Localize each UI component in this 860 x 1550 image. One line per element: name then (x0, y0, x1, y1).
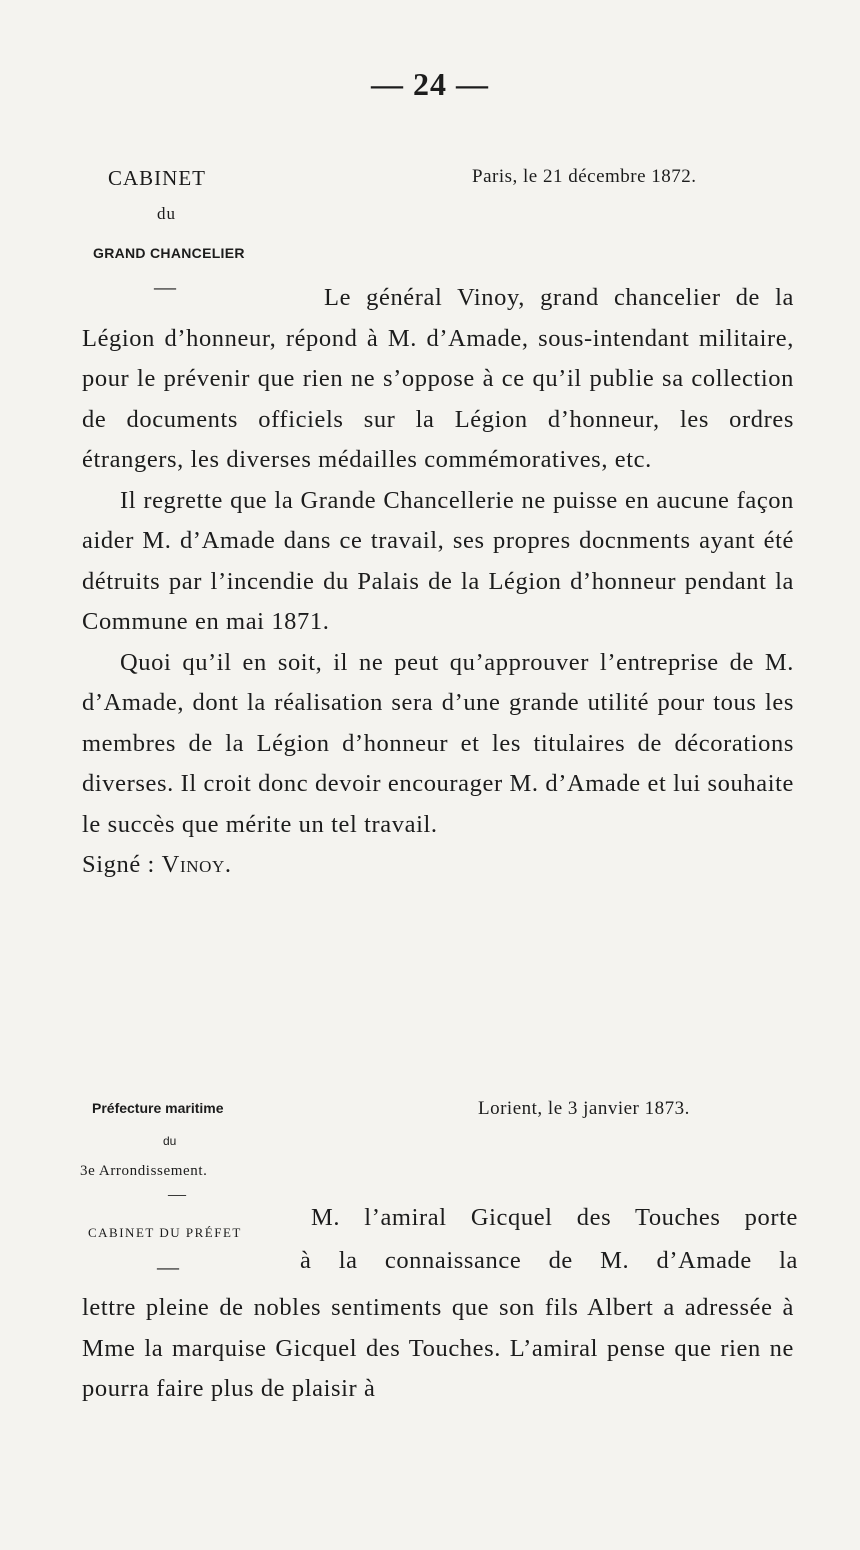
header2-du: du (163, 1134, 177, 1148)
header-cabinet: CABINET (108, 166, 206, 190)
letter1-signature (82, 845, 794, 886)
header-grand-chancelier: GRAND CHANCELIER (93, 245, 245, 261)
header-prefecture-maritime: Préfecture maritime (92, 1100, 224, 1116)
letter2-date: Lorient, le 3 janvier 1873. (478, 1098, 690, 1119)
letter2-line-1: M. l’amiral Gicquel des Touches porte (311, 1204, 798, 1231)
letter2-paragraph: lettre pleine de nobles sentiments que son fils Albert a adressée à Mme la marquise Gicquel des Touches. L’amiral pense que rien ne pourra faire plus de plaisir à (82, 1294, 794, 1402)
letter2-body (82, 1288, 794, 1410)
letter1-body (82, 278, 794, 886)
letter2-line-2: à la connaissance de M. d’Amade la (300, 1247, 798, 1274)
header-arrondissement: 3e Arrondissement. (80, 1163, 208, 1179)
letter1-paragraph-3: Quoi qu’il en soit, il ne peut qu’approuver l’entreprise de M. d’Amade, dont la réalisation sera d’une grande utilité pour tous les membres de la Légion d’honneur et les titulaires de décorations diverses. Il croit donc devoir encourager M. d’Amade et lui souhaite le succès que mérite un tel travail. (82, 648, 794, 838)
header-du: du (157, 204, 176, 223)
signature-name: Vinoy. (161, 851, 232, 878)
signature-prefix: Signé : (82, 851, 162, 878)
header2-separator-1: — (168, 1184, 186, 1204)
letter1-paragraph-2: Il regrette que la Grande Chancellerie ne puisse en aucune façon aider M. d’Amade dans ce travail, ses propres docnments ayant été détruits par l’incendie du Palais de la Légion d’honneur pendant la Commune en mai 1871. (82, 486, 794, 635)
header-separator: — (154, 274, 176, 299)
page-number: — 24 — (371, 66, 489, 102)
letter1-paragraph-1: Le général Vinoy, grand chancelier de la Légion d’honneur, répond à M. d’Amade, sous-intendant militaire, pour le prévenir que rien ne s’oppose à ce qu’il publie sa collection de documents officiels sur la Légion d’honneur, les ordres étrangers, les diverses médailles commémoratives, etc. (82, 284, 794, 473)
header-cabinet-du-prefet: CABINET DU PRÉFET (88, 1225, 242, 1240)
letter1-date: Paris, le 21 décembre 1872. (472, 166, 697, 187)
header2-separator-2: — (157, 1254, 179, 1279)
